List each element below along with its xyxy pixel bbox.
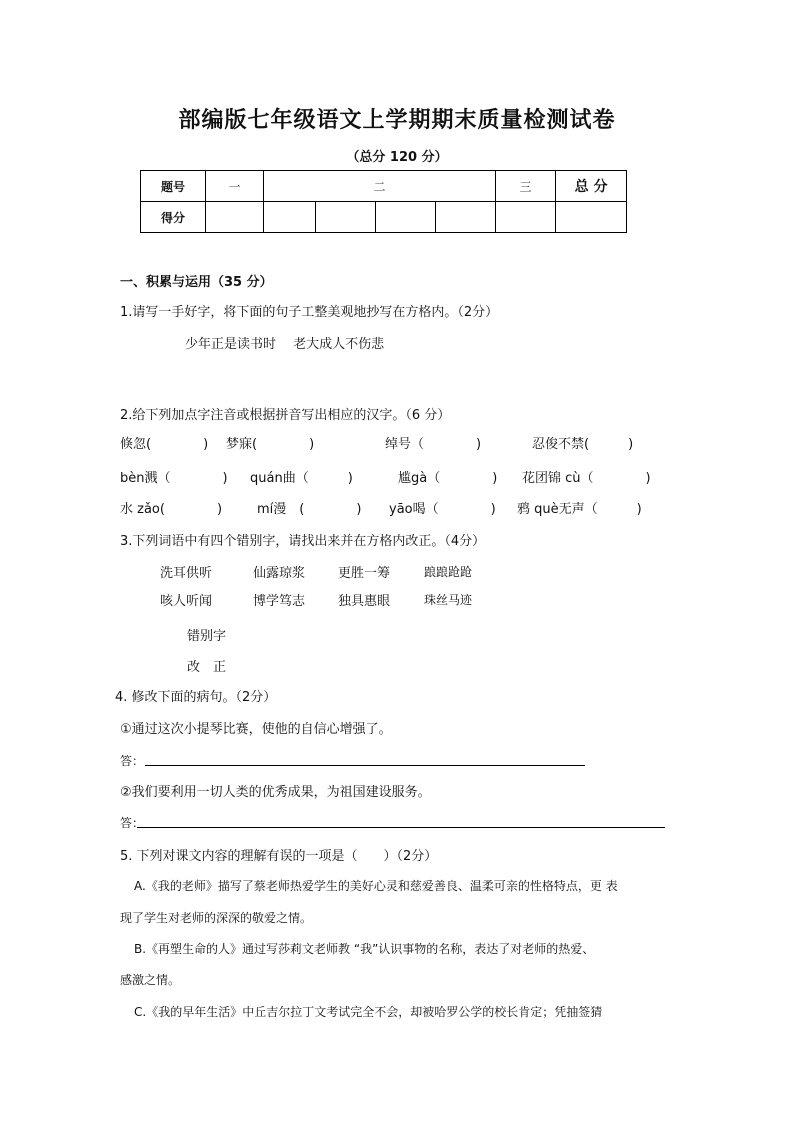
q4-sentence-1: ①通过这次小提琴比赛，使他的自信心增强了。	[120, 722, 392, 737]
q2-item: bèn溅（ )	[120, 471, 228, 486]
score-cell[interactable]	[316, 202, 376, 233]
exam-title: 部编版七年级语文上学期期末质量检测试卷	[178, 107, 616, 133]
q5-prompt: 5. 下列对课文内容的理解有误的一项是（ ）（2分）	[120, 849, 438, 864]
score-cell[interactable]	[496, 202, 556, 233]
score-cell[interactable]	[376, 202, 436, 233]
q3-prompt: 3.下列词语中有四个错别字，请找出来并在方格内改正。（4分）	[120, 534, 486, 549]
q2-item: 鸦 què无声（ )	[517, 502, 642, 517]
q5-option-a: A.《我的老师》描写了蔡老师热爱学生的美好心灵和慈爱善良、温柔可亲的性格特点，更 表	[134, 879, 618, 893]
q4-prompt: 4. 修改下面的病句。（2分）	[115, 690, 277, 705]
table-row-score-label: 得分	[141, 202, 206, 233]
q5-option-b: B.《再塑生命的人》通过写莎莉文老师教 “我”认识事物的名称，表达了对老师的热爱、	[134, 942, 595, 956]
q4-answer-1-label: 答：	[120, 754, 145, 768]
q5-option-c: C.《我的早年生活》中丘吉尔拉丁文考试完全不会，却被哈罗公学的校长肯定；凭抽签猜	[134, 1005, 603, 1019]
q1-prompt: 1.请写一手好字，将下面的句子工整美观地抄写在方格内。（2分）	[120, 305, 499, 320]
q4-answer-2-label: 答：	[120, 816, 145, 830]
q2-item: quán曲（ )	[250, 471, 353, 486]
score-table	[140, 170, 627, 233]
q3-word: 仙露琼浆	[253, 566, 306, 581]
q3-word: 踉踉跄跄	[424, 565, 473, 579]
table-header-question-no: 题号	[141, 171, 206, 202]
q4-sentence-2: ②我们要利用一切人类的优秀成果，为祖国建设服务。	[120, 785, 431, 800]
table-header-part-1: 一	[206, 171, 264, 202]
q3-word: 珠丝马迹	[424, 593, 473, 607]
q3-word: 更胜一筹	[338, 566, 391, 581]
score-cell[interactable]	[556, 202, 627, 233]
q3-word: 洗耳供听	[160, 566, 213, 581]
section-1-heading: 一、积累与运用（35 分）	[120, 275, 273, 290]
table-header-part-3: 三	[496, 171, 556, 202]
q2-item: yāo喝（ )	[389, 502, 496, 517]
q2-item: 梦寐( )	[226, 437, 315, 452]
q3-word: 咳人听闻	[160, 594, 213, 609]
score-cell[interactable]	[206, 202, 264, 233]
q2-item: 水 zǎo( )	[120, 502, 223, 517]
q2-item: 花团锦 cù（ )	[522, 471, 651, 486]
q3-wrong-label: 错别字	[187, 629, 227, 644]
q2-item: 绰号（ )	[385, 437, 482, 452]
q2-item: mí漫 ( )	[257, 502, 362, 517]
total-score-note: （总分 120 分）	[346, 150, 448, 165]
q5-option-a-cont: 现了学生对老师的深深的敬爱之情。	[120, 911, 313, 925]
q1-sentence: 少年正是读书时 老大成人不伤悲	[185, 337, 385, 352]
q3-word: 博学笃志	[253, 594, 306, 609]
q3-fix-label: 改 正	[187, 660, 227, 675]
q2-prompt: 2.给下列加点字注音或根据拼音写出相应的汉字。（6 分）	[120, 408, 451, 423]
score-cell[interactable]	[436, 202, 496, 233]
q4-answer-1-line[interactable]	[145, 765, 585, 766]
q2-item: 忍俊不禁( )	[532, 437, 634, 452]
score-cell[interactable]	[264, 202, 316, 233]
q2-item: 倏忽( )	[120, 437, 209, 452]
q4-answer-2-line[interactable]	[137, 827, 665, 828]
table-header-part-2: 二	[264, 171, 496, 202]
q5-option-b-cont: 感激之情。	[120, 973, 181, 987]
q3-word: 独具惠眼	[338, 594, 391, 609]
table-header-total: 总 分	[556, 171, 627, 202]
q2-item: 尴gà（ )	[398, 471, 498, 486]
